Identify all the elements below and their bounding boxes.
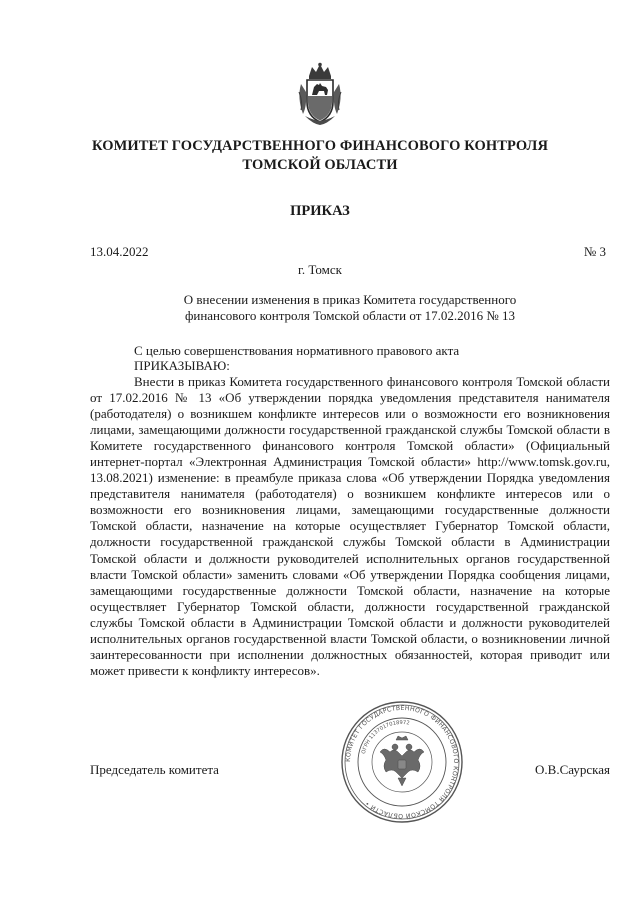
subject-line2: финансового контроля Томской области от 17.02.2016 № 13 xyxy=(184,308,516,323)
document-type: ПРИКАЗ xyxy=(290,203,350,219)
document-subject xyxy=(160,292,540,324)
signer-name: О.В.Саурская xyxy=(535,762,610,777)
document-city: г. Томск xyxy=(298,262,342,277)
order-body-text: Внести в приказ Комитета государственного финансового контроля Томской области от 17.02.2016 № 13 «Об утверждении порядка уведомления представителя нанимателя (работодателя) о возникшем конфликте интересов или о возможности его возникновения лицами, замещающими должности государственной гражданской службы Томской области в Комитете государственного финансового контроля Томской области» (Официальный интернет-портал «Электронная Администрация Томской области» http://www.tomsk.gov.ru, 13.08.2021) изменение: в преамбуле приказа слова «Об утверждении Порядка уведомления представителя нанимателя (работодателя) о возникшем конфликте интересов или о возможности его возникновения лицами, замещающими государственные должности Томской области, назначение на которые осуществляет Губернатор Томской области, должности государственной гражданской службы Томской области в Администрации Томской области и должности руководителей исполнительных органов государственной власти Томской области» заменить словами «Об утверждении Порядка сообщения лицами, замещающими государственные должности Томской области, назначение на которые осуществляет Губернатор Томской области, должности государственной гражданской службы Томской области в Администрации Томской области и должности руководителей исполнительных органов государственной власти Томской области, о возникновении личной заинтересованности при исполнении должностных обязанностей, которая приводит или может привести к конфликту интересов». xyxy=(90,374,610,678)
document-date: 13.04.2022 xyxy=(90,244,149,259)
organization-title-line1: КОМИТЕТ ГОСУДАРСТВЕННОГО ФИНАНСОВОГО КОНТРОЛЯ xyxy=(91,138,549,154)
organization-title xyxy=(40,137,600,175)
organization-title-line2: ТОМСКОЙ ОБЛАСТИ xyxy=(242,157,398,173)
preamble-text: С целью совершенствования нормативного правового акта xyxy=(134,343,460,358)
order-word: ПРИКАЗЫВАЮ: xyxy=(134,358,230,373)
official-seal-icon xyxy=(340,700,464,824)
subject-line1: О внесении изменения в приказ Комитета государственного xyxy=(183,292,517,307)
svg-text:КОМИТЕТ ГОСУДАРСТВЕННОГО ФИНАН: КОМИТЕТ ГОСУДАРСТВЕННОГО ФИНАНСОВОГО КОНТРОЛЯ ТОМСКОЙ ОБЛАСТИ • xyxy=(344,704,460,820)
document-number: № 3 xyxy=(583,244,606,259)
coat-of-arms-icon xyxy=(297,62,343,126)
signer-title: Председатель комитета xyxy=(90,762,219,777)
seal-ogrn: ОГРН 1137017018972 xyxy=(360,719,410,755)
